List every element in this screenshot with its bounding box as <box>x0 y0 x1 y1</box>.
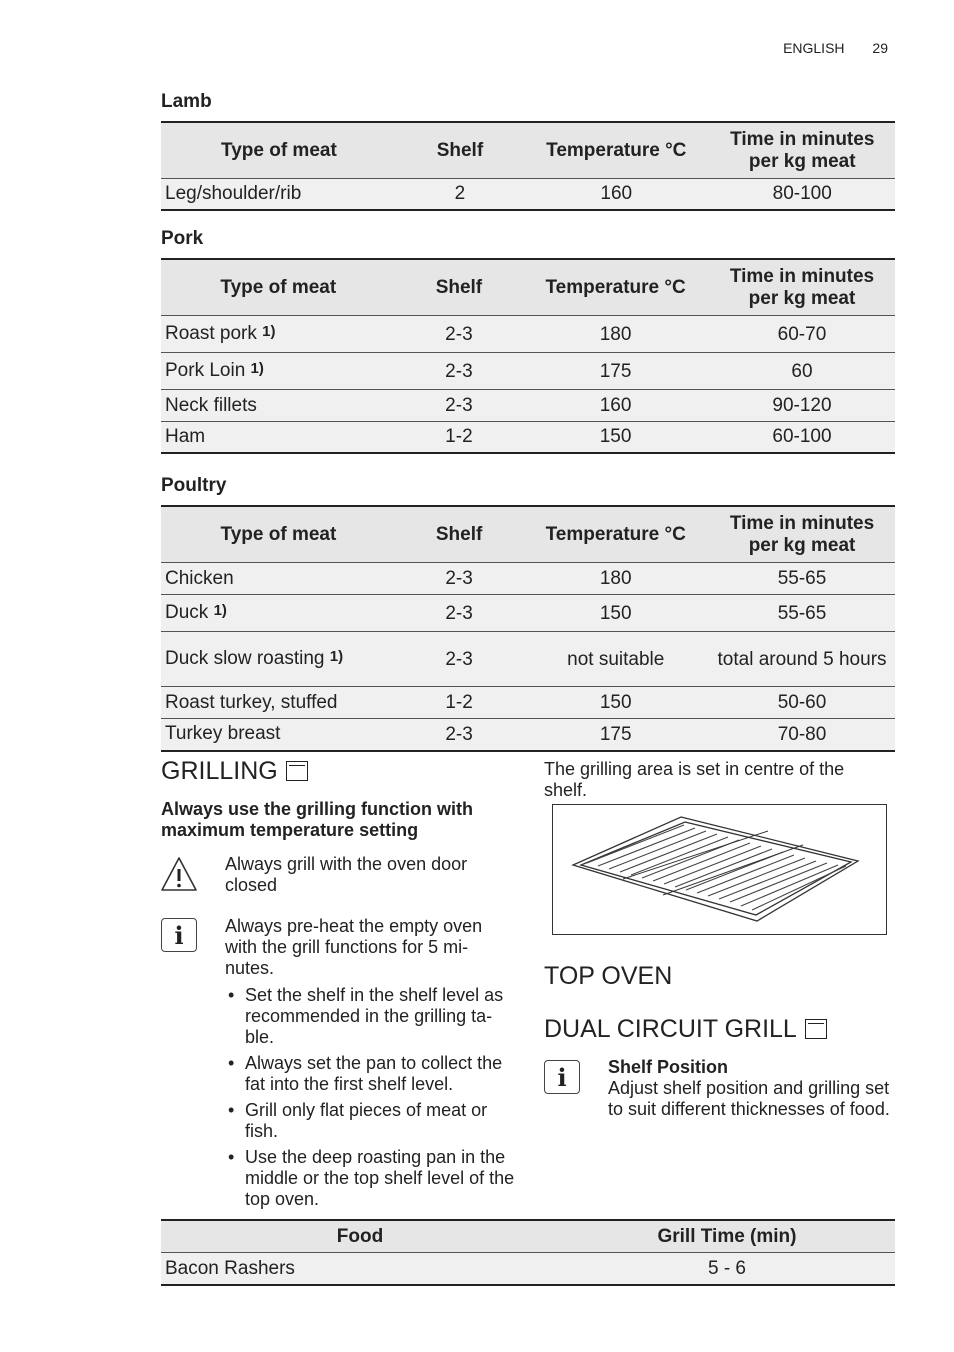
cell-temp: not suitable <box>522 632 709 687</box>
grilling-area-text: The grilling area is set in centre of the shelf. <box>544 759 845 800</box>
table-header-row <box>161 122 895 179</box>
page-number: 29 <box>872 40 888 56</box>
cell-temp: 150 <box>522 422 709 453</box>
cell-time: 55-65 <box>709 595 895 632</box>
table-row <box>161 563 895 595</box>
table-row <box>161 595 895 632</box>
cell-temp: 175 <box>522 353 709 390</box>
lamb-heading: Lamb <box>161 91 212 112</box>
table-row <box>161 316 895 353</box>
grilling-subtitle: Always use the grilling function with maximum temperature setting <box>161 799 474 840</box>
cell-time: 50-60 <box>709 687 895 719</box>
col-time-header: Time in minutes per kg meat <box>710 122 896 179</box>
list-item: • Grill only flat pieces of meat or fish. <box>225 1100 517 1142</box>
cell-shelf: 1-2 <box>396 422 523 453</box>
cell-type: Pork Loin $^{1)}$ <box>161 353 396 390</box>
oven-grill-icon <box>805 1019 827 1039</box>
cell-time: 80-100 <box>710 179 896 210</box>
page-header <box>759 40 888 56</box>
cell-time: 60 <box>709 353 895 390</box>
cell-time: 90-120 <box>709 390 895 422</box>
col-time-header: Time in minutes per kg meat <box>709 259 895 316</box>
top-oven-heading: TOP OVEN <box>544 962 673 990</box>
shelf-position-title: Shelf Position <box>608 1057 729 1077</box>
cell-shelf: 1-2 <box>396 687 523 719</box>
cell-grill-time: 5 - 6 <box>559 1253 895 1286</box>
cell-type: Ham <box>161 422 396 453</box>
cell-time: total around 5 hours <box>709 632 895 687</box>
pork-table <box>161 258 895 454</box>
cell-shelf: 2-3 <box>396 353 523 390</box>
table-row <box>161 422 895 453</box>
oven-grill-icon <box>286 761 308 781</box>
list-item: • Use the deep roasting pan in the middle or the top shelf level of the top oven. <box>225 1147 517 1210</box>
col-temperature-header: Temperature °C <box>522 506 709 563</box>
cell-shelf: 2-3 <box>396 719 523 751</box>
cell-type: Neck fillets <box>161 390 396 422</box>
info-text: Always pre-heat the empty oven with the grill functions for 5 mi-nutes. <box>225 916 483 978</box>
cell-time: 55-65 <box>709 563 895 595</box>
col-shelf-header: Shelf <box>397 122 523 179</box>
col-shelf-header: Shelf <box>396 506 523 563</box>
cell-time: 70-80 <box>709 719 895 751</box>
grill-time-table <box>161 1219 895 1286</box>
poultry-heading: Poultry <box>161 475 227 496</box>
table-row <box>161 719 895 751</box>
grilling-heading: GRILLING <box>161 757 308 786</box>
cell-temp: 160 <box>523 179 709 210</box>
table-header-row <box>161 259 895 316</box>
list-item: • Always set the pan to collect the fat into the first shelf level. <box>225 1053 517 1095</box>
cell-food: Bacon Rashers <box>161 1253 559 1286</box>
cell-shelf: 2-3 <box>396 316 523 353</box>
pork-heading: Pork <box>161 228 204 249</box>
cell-type: Roast turkey, stuffed <box>161 687 396 719</box>
cell-temp: 160 <box>522 390 709 422</box>
language-label: ENGLISH <box>783 40 845 56</box>
cell-shelf: 2-3 <box>396 632 523 687</box>
cell-time: 60-70 <box>709 316 895 353</box>
cell-time: 60-100 <box>709 422 895 453</box>
cell-type: Roast pork $^{1)}$ <box>161 316 396 353</box>
cell-temp: 150 <box>522 595 709 632</box>
cell-temp: 180 <box>522 563 709 595</box>
table-row <box>161 632 895 687</box>
info-icon: i <box>544 1060 580 1094</box>
lamb-table <box>161 121 895 211</box>
table-header-row <box>161 506 895 563</box>
col-type-header: Type of meat <box>161 122 397 179</box>
table-row <box>161 353 895 390</box>
table-row <box>161 1253 895 1286</box>
cell-temp: 180 <box>522 316 709 353</box>
col-shelf-header: Shelf <box>396 259 523 316</box>
list-item: • Set the shelf in the shelf level as recommended in the grilling ta-ble. <box>225 985 517 1048</box>
cell-type: Duck $^{1)}$ <box>161 595 396 632</box>
cell-temp: 175 <box>522 719 709 751</box>
grilling-bullet-list <box>225 985 517 1215</box>
col-type-header: Type of meat <box>161 259 396 316</box>
oven-shelf-image <box>552 804 887 935</box>
col-grill-time-header: Grill Time (min) <box>559 1220 895 1253</box>
table-row <box>161 687 895 719</box>
cell-type: Duck slow roasting $^{1)}$ <box>161 632 396 687</box>
cell-shelf: 2-3 <box>396 390 523 422</box>
table-header-row <box>161 1220 895 1253</box>
col-time-header: Time in minutes per kg meat <box>709 506 895 563</box>
warning-triangle-icon <box>159 855 199 893</box>
shelf-position-text: Adjust shelf position and grilling set to suit different thicknesses of food. <box>608 1078 890 1119</box>
poultry-table <box>161 505 895 752</box>
col-temperature-header: Temperature °C <box>523 122 709 179</box>
cell-shelf: 2 <box>397 179 523 210</box>
col-temperature-header: Temperature °C <box>522 259 709 316</box>
col-food-header: Food <box>161 1220 559 1253</box>
cell-type: Leg/shoulder/rib <box>161 179 397 210</box>
dual-circuit-grill-heading: DUAL CIRCUIT GRILL <box>544 1015 827 1044</box>
col-type-header: Type of meat <box>161 506 396 563</box>
cell-shelf: 2-3 <box>396 595 523 632</box>
warning-text: Always grill with the oven door closed <box>225 854 468 895</box>
cell-type: Chicken <box>161 563 396 595</box>
cell-type: Turkey breast <box>161 719 396 751</box>
table-row <box>161 179 895 210</box>
table-row <box>161 390 895 422</box>
cell-shelf: 2-3 <box>396 563 523 595</box>
cell-temp: 150 <box>522 687 709 719</box>
info-icon: i <box>161 918 197 952</box>
